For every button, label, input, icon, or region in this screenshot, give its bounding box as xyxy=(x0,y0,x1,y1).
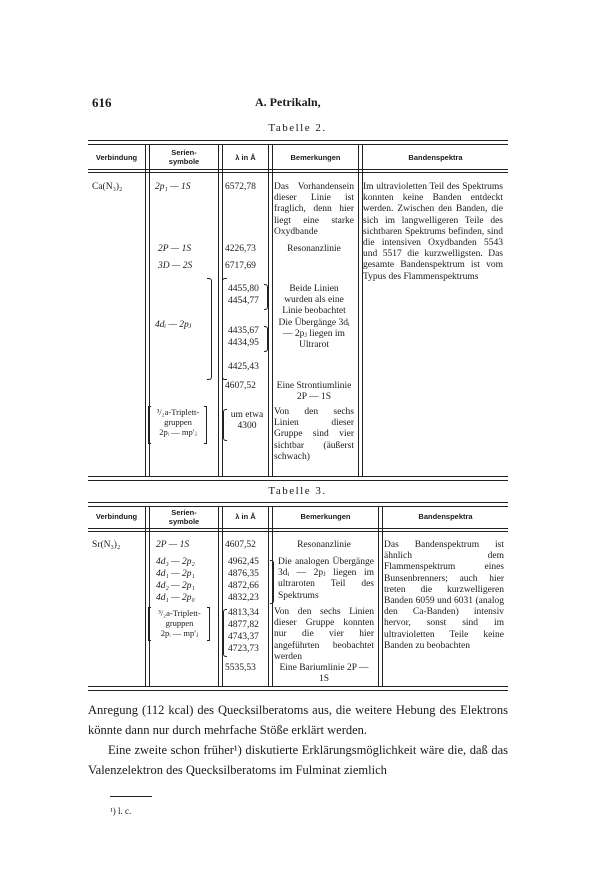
table2-header-lambda: λ in Å xyxy=(235,153,256,162)
page-number: 616 xyxy=(92,95,112,110)
table3-top-rule xyxy=(88,502,508,507)
table3-bandenspektra-text: Das Bandenspektrum ist ähnlich dem Flammenspektrum eines Bunsenbrenners; auch hier treten die kurzwelligeren Banden 6059 und 6031 (analog den Ca-Banden) intensiv hervor, sonst sind im ultravioletten Teile keine Banden zu beobachten xyxy=(384,540,504,651)
table3-bottom-rule xyxy=(88,686,508,691)
table3-brace xyxy=(270,560,274,604)
running-header-author: A. Petrikaln, xyxy=(255,95,321,109)
table3-title: Tabelle 3. xyxy=(268,485,327,497)
table2-remark: Von den sechs Linien dieser Gruppe sind vier sichtbar (äußerst schwach) xyxy=(274,407,354,462)
table3-header-lambda: λ in Å xyxy=(235,512,256,521)
table3-header-seriensymbole: Serien- symbole xyxy=(168,508,200,526)
table3-header-bandenspektra: Bandenspektra xyxy=(418,512,473,521)
table2-brace xyxy=(264,284,268,310)
table3-compound: Sr(N₃)₂ xyxy=(92,540,121,550)
table2-brace xyxy=(222,278,227,380)
table2-header-seriensymbole: Serien- symbole xyxy=(168,148,200,166)
table2-wavelength: 4455,80 xyxy=(228,284,259,294)
table2-brace xyxy=(264,326,268,352)
table3-col-rule xyxy=(145,506,150,686)
table3-remark: Eine Bariumlinie 2P — 1S xyxy=(279,663,369,685)
footnote: ¹) l. c. xyxy=(110,806,132,816)
table2-wavelength: 4226,73 xyxy=(225,244,256,254)
table2-remark: Das Vorhandensein dieser Linie ist fraglich, denn hier liegt eine starke Oxydbande xyxy=(274,182,354,237)
table3-wavelength: 4872,66 xyxy=(228,581,259,591)
table3-remark: Von den sechs Linien dieser Gruppe konnten nur die vier hier angeführten beobachtet werden xyxy=(274,607,374,662)
table2-symbol: 2p₁ — 1S xyxy=(155,182,191,192)
table3-symbol: 4d₁ — 2p₀ xyxy=(156,593,195,603)
table3-col-rule xyxy=(378,506,383,686)
table3-wavelength: 4877,82 xyxy=(228,620,259,630)
table3-header-verbindung: Verbindung xyxy=(95,512,138,521)
table3-symbol: 4d₃ — 2p₂ xyxy=(156,557,195,567)
table2-symbol: ³/₂a-Triplett- gruppen 2pᵢ — mp′ⱼ xyxy=(156,407,200,437)
table2-wavelength: 4425,43 xyxy=(228,362,259,372)
table3-wavelength: 4832,23 xyxy=(228,593,259,603)
table2-header-rule-2 xyxy=(88,172,508,173)
table2-symbol: 3D — 2S xyxy=(158,261,193,271)
table2-remark: Resonanzlinie xyxy=(287,244,341,254)
table2-header-rule xyxy=(88,169,508,170)
table2-wavelength: 6572,78 xyxy=(225,182,256,192)
table3-wavelength: 4607,52 xyxy=(225,540,256,550)
table2-header-bemerkungen: Bemerkungen xyxy=(290,153,341,162)
table3-symbol: 2P — 1S xyxy=(156,540,190,550)
table3-wavelength: 4743,37 xyxy=(228,632,259,642)
table2-wavelength: 4607,52 xyxy=(225,381,256,391)
table2-top-rule xyxy=(88,140,508,145)
table2-remark: Beide Linien wurden als eine Linie beobachtet xyxy=(282,284,346,317)
table2-symbol: 4dᵢ — 2pⱼ xyxy=(155,320,192,330)
table3-header-bemerkungen: Bemerkungen xyxy=(300,512,351,521)
table2-remark: Eine Strontiumlinie 2P — 1S xyxy=(276,381,352,403)
table3-col-rule xyxy=(218,506,223,686)
table2-wavelength: 4434,95 xyxy=(228,338,259,348)
table3-header-rule xyxy=(88,528,508,529)
table3-wavelength: 5535,53 xyxy=(225,663,256,673)
table2-wavelength: 6717,69 xyxy=(225,261,256,271)
table3-wavelength: 4962,45 xyxy=(228,557,259,567)
table2-header-bandenspektra: Bandenspektra xyxy=(408,153,463,162)
table2-bandenspektra-text: Im ultravioletten Teil des Spektrums konnten keine Banden entdeckt werden. Zwischen den Banden, die sich im langwelligeren Teile des sichtbaren Spektrums befinden, sind die intensiven Oxydbanden 5543 und 5517 die kurzwelligsten. Das gesamte Bandenspektrum ist vom Typus des Flammenspektrums xyxy=(363,182,503,282)
table3-wavelength: 4876,35 xyxy=(228,569,259,579)
table3-wavelength: 4813,34 xyxy=(228,608,259,618)
table2-wavelength: 4435,67 xyxy=(228,326,259,336)
body-paragraph-2: Eine zweite schon früher¹) diskutierte Erklärungsmöglichkeit wäre die, daß das Valenzelektron des Quecksilberatoms im Fulminat ziemlich xyxy=(88,743,508,777)
table3-symbol: 4d₂ — 2p₁ xyxy=(156,581,195,591)
footnote-rule xyxy=(110,796,152,797)
table2-compound: Ca(N₃)₂ xyxy=(92,182,123,192)
table2-bottom-rule xyxy=(88,476,508,481)
table2-title: Tabelle 2. xyxy=(268,122,327,134)
table3-brace xyxy=(223,609,227,657)
table3-remark: Die analogen Übergänge 3dᵢ — 2pⱼ liegen im ultraroten Teil des Spektrums xyxy=(278,557,374,601)
table2-brace xyxy=(207,278,212,380)
table3-symbol: 4d₁ — 2p₁ xyxy=(156,569,195,579)
table3-header-rule-2 xyxy=(88,531,508,532)
table2-remark: Die Übergänge 3dᵢ — 2pⱼ liegen im Ultrarot xyxy=(278,318,350,351)
table3-remark: Resonanzlinie xyxy=(297,540,351,550)
body-paragraph-1: Anregung (112 kcal) des Quecksilberatoms aus, die weitere Hebung des Elektrons könnte dann nur durch mehrfache Stöße erklärt werden. xyxy=(88,703,508,737)
table2-symbol: 2P — 1S xyxy=(158,244,192,254)
table3-wavelength: 4723,73 xyxy=(228,644,259,654)
table3-symbol: ³/₂a-Triplett- gruppen 2pᵢ — mp′ⱼ xyxy=(158,608,201,638)
table2-wavelength: 4454,77 xyxy=(228,296,259,306)
table2-header-verbindung: Verbindung xyxy=(95,153,138,162)
table2-wavelength: um etwa 4300 xyxy=(230,410,264,431)
